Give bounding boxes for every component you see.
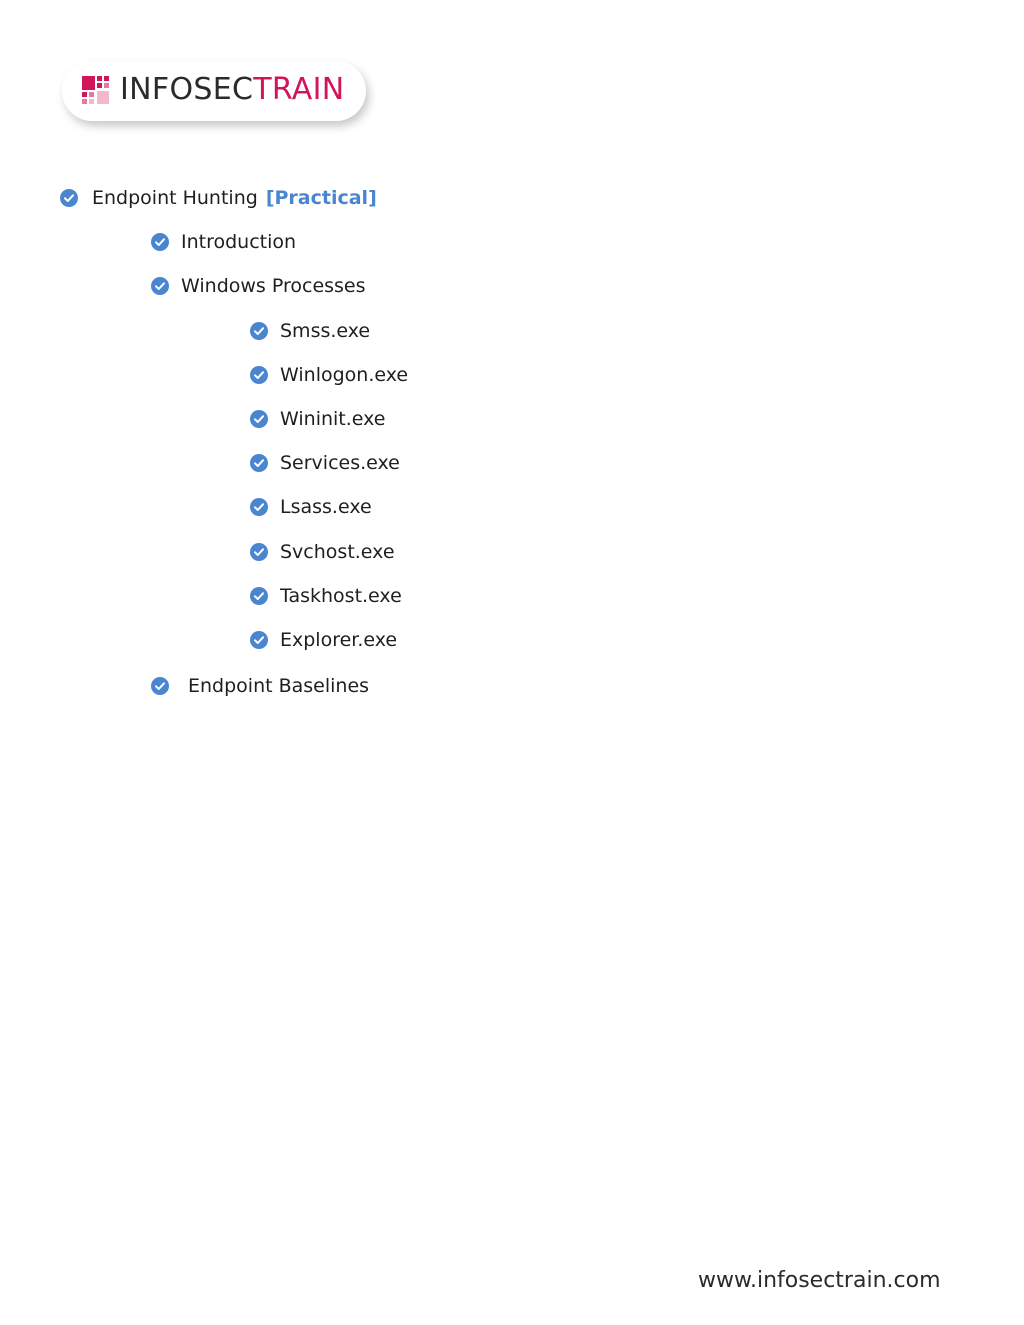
outline-subitem <box>250 407 385 431</box>
logo-wordmark <box>120 73 344 107</box>
outline-item-label: Wininit.exe <box>280 408 386 430</box>
outline-subitem <box>250 451 400 475</box>
check-circle-icon <box>250 366 268 384</box>
check-circle-icon <box>151 277 169 295</box>
outline-subitem <box>250 363 408 387</box>
check-circle-icon <box>250 543 268 561</box>
outline-section-item <box>151 674 369 698</box>
logo-text-dark: INFOSEC <box>120 72 254 107</box>
outline-item-label: Introduction <box>181 231 297 254</box>
outline-item-label: Svchost.exe <box>280 540 395 563</box>
logo-text-accent: TRAIN <box>253 72 345 107</box>
check-circle-icon <box>250 454 268 472</box>
check-circle-icon <box>60 189 78 207</box>
outline-item-label: Services.exe <box>280 452 400 475</box>
logo-badge <box>62 61 366 121</box>
outline-item-label: Winlogon.exe <box>280 363 409 386</box>
check-circle-icon <box>250 410 268 428</box>
outline-section-item <box>151 230 296 254</box>
outline-item-label: Smss.exe <box>280 319 371 342</box>
check-circle-icon <box>250 631 268 649</box>
check-circle-icon <box>151 677 169 695</box>
outline-title-tag: [Practical] <box>265 187 377 209</box>
outline-subitem <box>250 584 402 608</box>
outline-section-item <box>151 274 366 298</box>
outline-subitem <box>250 495 372 519</box>
outline-item-label: Endpoint Baselines <box>188 674 370 697</box>
outline-subitem <box>250 319 370 343</box>
outline-item-label: Lsass.exe <box>280 496 372 519</box>
outline-title <box>60 186 377 210</box>
logo-grid-mark-icon <box>82 76 109 104</box>
check-circle-icon <box>250 322 268 340</box>
check-circle-icon <box>250 498 268 516</box>
outline-item-label: Endpoint Hunting <box>92 187 258 209</box>
outline-item-label: Explorer.exe <box>280 629 398 651</box>
outline-item-label: Windows Processes <box>181 275 366 298</box>
check-circle-icon <box>151 233 169 251</box>
outline-subitem <box>250 540 395 564</box>
footer-website-url: www.infosectrain.com <box>698 1268 941 1293</box>
outline-item-label: Taskhost.exe <box>280 584 402 607</box>
check-circle-icon <box>250 587 268 605</box>
outline-subitem <box>250 628 397 652</box>
